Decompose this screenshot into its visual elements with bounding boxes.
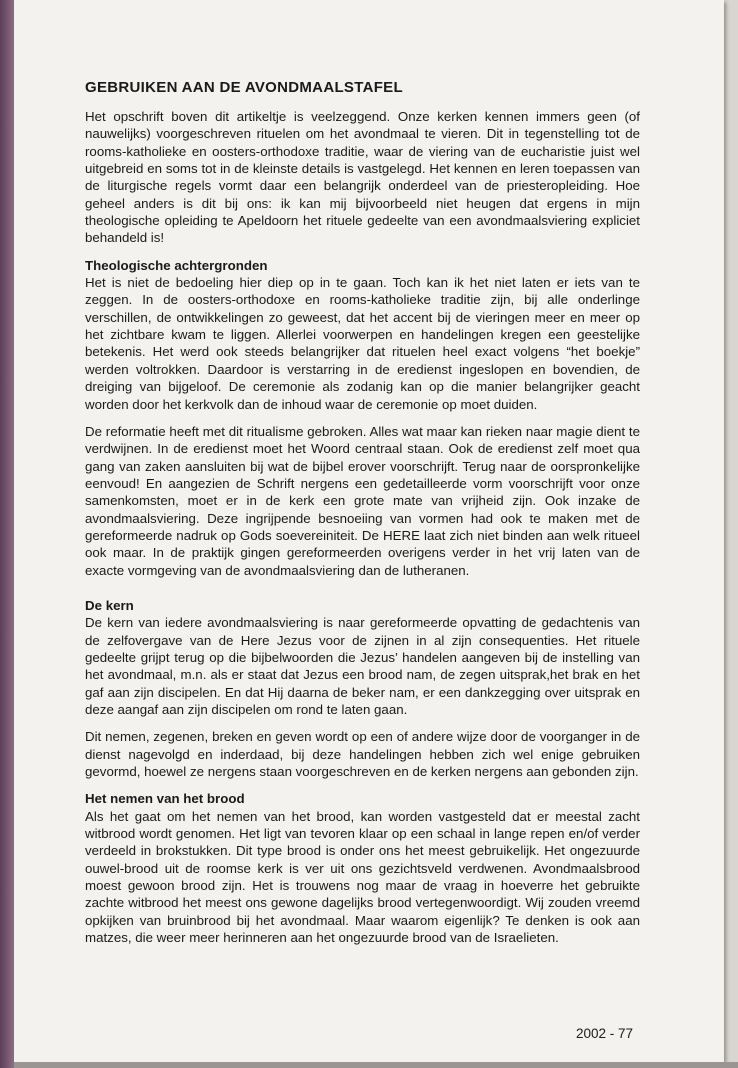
paragraph: De kern van iedere avondmaalsviering is naar gereformeerde opvatting de gedachtenis van de zelfovergave van de Here Jezus voor de zijnen in al zijn consequenties. Het rituele gedeelte grijpt terug op die bijbelwoorden die Jezus’ handelen aangeven bij de instelling van het avondmaal, m.n. als er staat dat Jezus een brood nam, de zegen uitsprak,het brak en het gaf aan zijn discipelen. En dat Hij daarna de beker nam, er een dankzegging over uitsprak en deze aangaf aan zijn discipelen om rond te laten gaan. [85, 615, 640, 717]
binding-spine [0, 0, 14, 1068]
paragraph: Dit nemen, zegenen, breken en geven wordt op een of andere wijze door de voorganger in de dienst nagevolgd en inderdaad, bij deze handelingen hebben zich wel enige gebruiken gevormd, hoewel ze nergens staan voorgeschreven en de kerken nergens aan gebonden zijn. [85, 729, 640, 780]
page-edge-shadow [14, 1062, 738, 1068]
paragraph: Als het gaat om het nemen van het brood, kan worden vastgesteld dat er meestal zacht witbrood wordt genomen. Het ligt van tevoren klaar op een schaal in lange repen en/of verder verdeeld in brokstukken. Dit type brood is onder ons het meest gebruikelijk. Het ongezuurde ouwel-brood uit de roomse kerk is ver uit ons gezichtsveld verdwenen. Avondmaalsbrood moest gewoon brood zijn. Het is trouwens nog maar de vraag in hoeverre het gebruikte zachte witbrood het meest ons gewone dagelijks brood vertegenwoordigt. Wij zouden vreemd opkijken van bruinbrood bij het avondmaal. Maar waarom eigenlijk? Te denken is ook aan matzes, die weer meer herinneren aan het ongezuurde brood van de Israelieten. [85, 808, 640, 946]
section-heading-theologische-achtergronden: Theologische achtergronden [85, 257, 268, 273]
article-title: GEBRUIKEN AAN DE AVONDMAALSTAFEL [85, 79, 403, 96]
intro-paragraph: Het opschrift boven dit artikeltje is veelzeggend. Onze kerken kennen immers geen (of nauwelijks) voorgeschreven rituelen om het avondmaal te vieren. Dit in tegenstelling tot de rooms-katholieke en oosters-orthodoxe traditie, waar de viering van de eucharistie juist wel uitgebreid en soms tot in de kleinste details is vastgelegd. Het kennen en leren toepassen van de liturgische regels vormt daar een belangrijk onderdeel van de priesteropleiding. Hoe geheel anders is dit bij ons: ik kan mij bijvoorbeeld niet heugen dat ergens in mijn theologische opleiding te Apeldoorn het rituele gedeelte van een avondmaalsviering expliciet behandeld is! [85, 109, 640, 246]
paragraph: De reformatie heeft met dit ritualisme gebroken. Alles wat maar kan rieken naar magie dient te verdwijnen. In de eredienst moet het Woord centraal staan. Ook de eredienst zelf moet qua gang van zaken aansluiten bij wat de bijbel erover voorschrijft. Terug naar de oorspronkelijke eenvoud! En aangezien de Schrift nergens een gedetailleerde vorm voorschrijft voor onze samenkomsten, moet er in de kerk een grote mate van vrijheid zijn. Ook inzake de avondmaalsviering. Deze ingrijpende besnoeiing van vormen had ook te maken met de gereformeerde nadruk op Gods soevereiniteit. De HERE laat zich niet binden aan welk ritueel ook maar. In de praktijk gingen gereformeerden overigens verder in het vrij laten van de exacte vormgeving van de avondmaalsviering dan de lutheranen. [85, 423, 640, 578]
section-heading-de-kern: De kern [85, 597, 134, 613]
section-heading-het-nemen-van-het-brood: Het nemen van het brood [85, 791, 245, 807]
paragraph: Het is niet de bedoeling hier diep op in te gaan. Toch kan ik het niet laten er iets van te zeggen. In de oosters-orthodoxe en rooms-katholieke traditie zijn, bij alle onderlinge verschillen, de ontwikkelingen zo geweest, dat het accent bij de vieringen meer en meer op het zichtbare kwam te liggen. Allerlei voorwerpen en handelingen kregen een geestelijke betekenis. Het werd ook steeds belangrijker dat rituelen heel exact volgens “het boekje” werden voltrokken. Daardoor is verstarring in de eredienst ingeslopen en bovendien, de dreiging van bijgeloof. De ceremonie als zodanig kan op die manier belangrijker geacht worden door het kerkvolk dan de inhoud waar de ceremonie op moet duiden. [85, 275, 640, 412]
page-number: 2002 - 77 [576, 1026, 634, 1041]
article-body [85, 78, 640, 956]
